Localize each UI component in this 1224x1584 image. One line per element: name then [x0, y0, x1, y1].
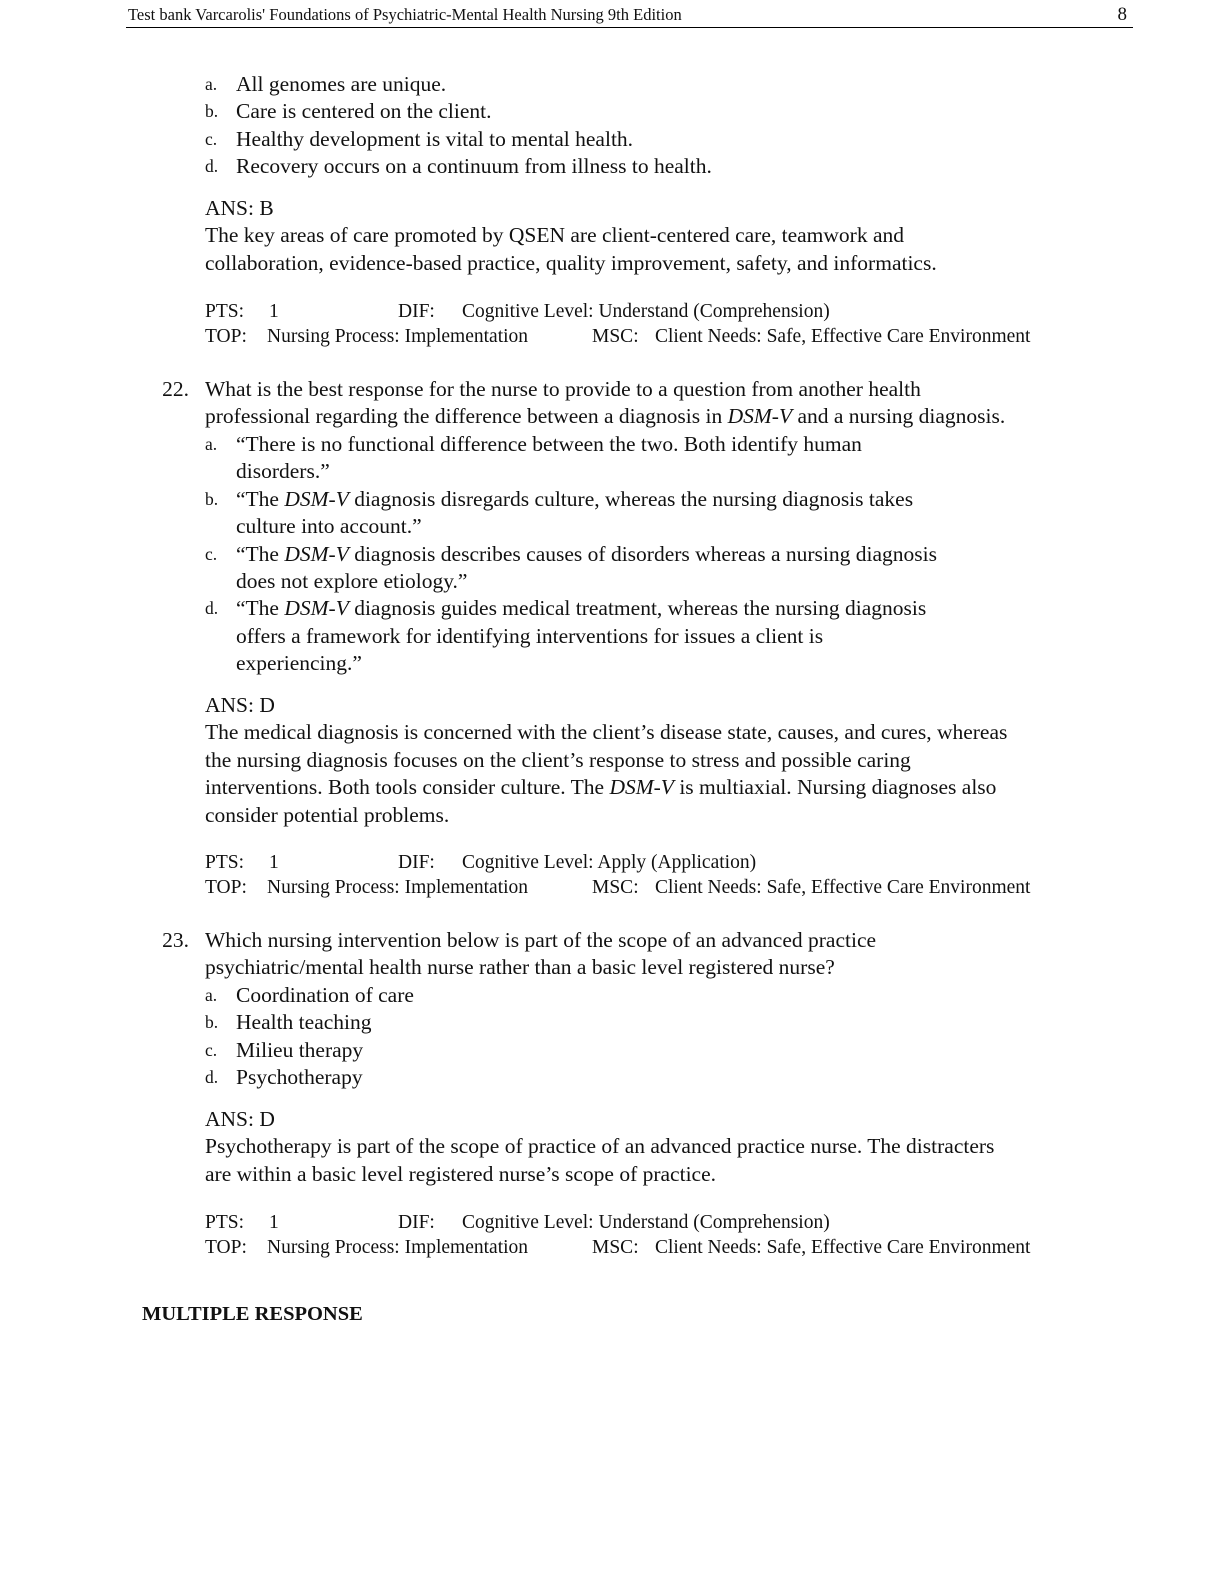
- q21-option-a: a. All genomes are unique.: [205, 72, 447, 96]
- q23-stem: Which nursing intervention below is part of the scope of an advanced practice psychiatric/mental health nurse rather than a basic level registered nurse?: [205, 928, 877, 980]
- q22-rationale-line: the nursing diagnosis focuses on the client’s response to stress and possible caring: [205, 747, 911, 772]
- q23-answer: ANS: D: [205, 1107, 275, 1131]
- q22-rationale-line: The medical diagnosis is concerned with the client’s disease state, causes, and cures, whereas: [205, 720, 1008, 745]
- q21-option-d: d. Recovery occurs on a continuum from illness to health.: [205, 154, 712, 179]
- page-header: [126, 2, 1133, 28]
- q23-option-c: c. Milieu therapy: [205, 1037, 364, 1062]
- q23-option-d: d. Psychotherapy: [205, 1065, 363, 1090]
- q21-option-b: b. Care is centered on the client.: [205, 99, 492, 124]
- q23-rationale-line: Psychotherapy is part of the scope of practice of an advanced practice nurse. The distracters: [205, 1134, 995, 1159]
- q22-options: a. “There is no functional difference between the two. Both identify human disorders.” b. “The DSM-V diagnosis disregards culture, whereas the nursing diagnosis takes culture into account.” c. “The DSM-V diagnosis describes causes of disorders whereas a nursing diagnosis does not explore etiology.” d. “The DSM-V diagnosis guides medical treatment, whereas the nursing diagnosis offers a framework for identifying interventions for issues a client is experiencing.”: [205, 432, 937, 676]
- q21-answer-block: [205, 195, 937, 277]
- page-number: 8: [1117, 4, 1127, 25]
- q23-answer-block: [205, 1106, 994, 1188]
- q23-rationale-line: are within a basic level registered nurse’s scope of practice.: [205, 1161, 717, 1186]
- q22-option-d: d. “The DSM-V diagnosis guides medical treatment, whereas the nursing diagnosis: [205, 596, 927, 621]
- q21-rationale-line: The key areas of care promoted by QSEN are client-centered care, teamwork and: [205, 223, 905, 248]
- q21-options: [205, 71, 712, 181]
- q22-option-c: c. “The DSM-V diagnosis describes causes of disorders whereas a nursing diagnosis: [205, 541, 937, 566]
- q21-option-c: c. Healthy development is vital to mental health.: [205, 126, 634, 151]
- q22-number: 22.: [162, 377, 189, 401]
- q22-answer: ANS: D: [205, 693, 275, 717]
- q23-option-b: b. Health teaching: [205, 1010, 372, 1035]
- q23-options: [205, 982, 414, 1092]
- q22-rationale-line: consider potential problems.: [205, 802, 450, 827]
- header-title: Test bank Varcarolis' Foundations of Psychiatric-Mental Health Nursing 9th Edition: [128, 5, 682, 24]
- q22-rationale-line: interventions. Both tools consider culture. The DSM-V is multiaxial. Nursing diagnoses also: [205, 775, 997, 800]
- q21-answer: ANS: B: [205, 196, 274, 220]
- q23-option-a: a. Coordination of care: [205, 983, 414, 1007]
- q22-option-a: a. “There is no functional difference between the two. Both identify human: [205, 432, 862, 456]
- q21-rationale-line: collaboration, evidence-based practice, quality improvement, safety, and informatics.: [205, 250, 937, 275]
- q22-stem: What is the best response for the nurse to provide to a question from another health professional regarding the difference between a diagnosis in DSM-V and a nursing diagnosis.: [205, 377, 1006, 429]
- section-heading: MULTIPLE RESPONSE: [142, 1303, 363, 1325]
- q22-option-b: b. “The DSM-V diagnosis disregards culture, whereas the nursing diagnosis takes: [205, 486, 914, 511]
- q23-number: 23.: [162, 928, 189, 952]
- q22-answer-block: [205, 692, 1007, 829]
